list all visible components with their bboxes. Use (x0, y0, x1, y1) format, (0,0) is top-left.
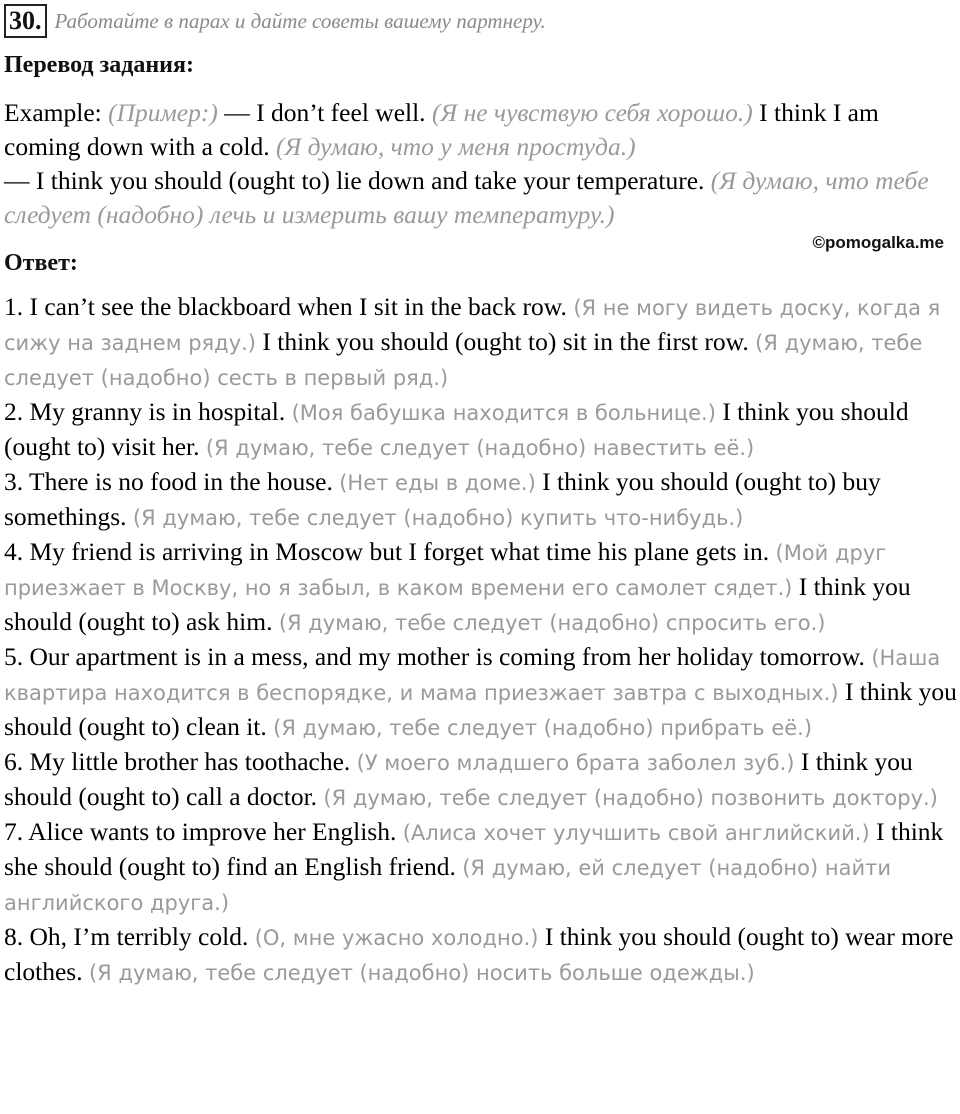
answer-advice-ru: (Я думаю, тебе следует (надобно) прибрать её.) (273, 716, 813, 740)
answer-question-ru: (У моего младшего брата заболел зуб.) (356, 751, 795, 775)
answer-question: 7. Alice wants to improve her English. (4, 817, 397, 846)
example-line1-ru: (Я не чувствую себя хорошо.) (431, 98, 753, 127)
answer-advice-ru: (Я думаю, тебе следует (надобно) сесть в первый ряд.) (4, 331, 923, 390)
answer-question-ru: (Наша квартира находится в беспорядке, и мама приезжает завтра с выходных.) (4, 646, 941, 705)
example-line2-ru: (Я думаю, что у меня простуда.) (275, 132, 636, 161)
answer-item (4, 815, 958, 920)
answer-question: 1. I can’t see the blackboard when I sit in the back row. (4, 292, 567, 321)
answer-question: 8. Oh, I’m terribly cold. (4, 922, 249, 951)
answer-question-ru: (О, мне ужасно холодно.) (254, 926, 539, 950)
answer-item (4, 745, 958, 815)
answer-item (4, 920, 958, 990)
answer-advice-ru: (Я думаю, тебе следует (надобно) купить что-нибудь.) (132, 506, 744, 530)
answer-question: 3. There is no food in the house. (4, 467, 333, 496)
answer-advice-ru: (Я думаю, тебе следует (надобно) носить больше одежды.) (88, 961, 755, 985)
example-line1: — I don’t feel well. (224, 98, 426, 127)
answer-advice: I think you should (ought to) buy somethings. (4, 467, 881, 531)
answer-advice: I think you should (ought to) visit her. (4, 397, 909, 461)
example-line3: — I think you should (ought to) lie down and take your temperature. (4, 166, 705, 195)
example-line3-ru: (Я думаю, что тебе следует (надобно) лечь и измерить вашу температуру.) (4, 166, 929, 229)
answer-advice: I think you should (ought to) sit in the first row. (262, 327, 749, 356)
answer-advice: I think she should (ought to) find an English friend. (4, 817, 944, 881)
answer-question: 6. My little brother has toothache. (4, 747, 351, 776)
answer-item (4, 640, 958, 745)
answer-item (4, 395, 958, 465)
task-header (4, 4, 546, 38)
answer-item (4, 465, 958, 535)
watermark: ©pomogalka.me (812, 233, 944, 252)
example-line2: I think I am coming down with a cold. (4, 98, 879, 161)
example-label: Example: (4, 98, 102, 127)
answer-question-ru: (Алиса хочет улучшить свой английский.) (402, 821, 870, 845)
answer-question: 2. My granny is in hospital. (4, 397, 286, 426)
answer-advice-ru: (Я думаю, тебе следует (надобно) спросить его.) (278, 611, 826, 635)
answer-question-ru: (Моя бабушка находится в больнице.) (291, 401, 716, 425)
answer-question-ru: (Нет еды в доме.) (339, 471, 536, 495)
task-instruction: Работайте в парах и дайте советы вашему партнеру. (54, 8, 546, 33)
answer-advice: I think you should (ought to) clean it. (4, 677, 957, 741)
answers-list (4, 290, 958, 990)
answer-item (4, 290, 958, 395)
translation-heading: Перевод задания: (4, 52, 194, 78)
answer-advice: I think you should (ought to) call a doctor. (4, 747, 913, 811)
answer-item (4, 535, 958, 640)
task-number: 30. (4, 4, 47, 38)
answer-question-ru: (Я не могу видеть доску, когда я сижу на заднем ряду.) (4, 296, 941, 355)
example-label-ru: (Пример:) (108, 98, 218, 127)
answer-advice-ru: (Я думаю, ей следует (надобно) найти английского друга.) (4, 856, 891, 915)
answer-advice: I think you should (ought to) wear more clothes. (4, 922, 954, 986)
example-block (4, 96, 958, 232)
answer-heading: Ответ: (4, 250, 78, 276)
answer-question: 5. Our apartment is in a mess, and my mother is coming from her holiday tomorrow. (4, 642, 865, 671)
answer-advice-ru: (Я думаю, тебе следует (надобно) навестить её.) (205, 436, 755, 460)
answer-advice: I think you should (ought to) ask him. (4, 572, 911, 636)
answer-question: 4. My friend is arriving in Moscow but I forget what time his plane gets in. (4, 537, 770, 566)
answer-question-ru: (Мой друг приезжает в Москву, но я забыл, в каком времени его самолет сядет.) (4, 541, 887, 600)
answer-advice-ru: (Я думаю, тебе следует (надобно) позвонить доктору.) (323, 786, 938, 810)
